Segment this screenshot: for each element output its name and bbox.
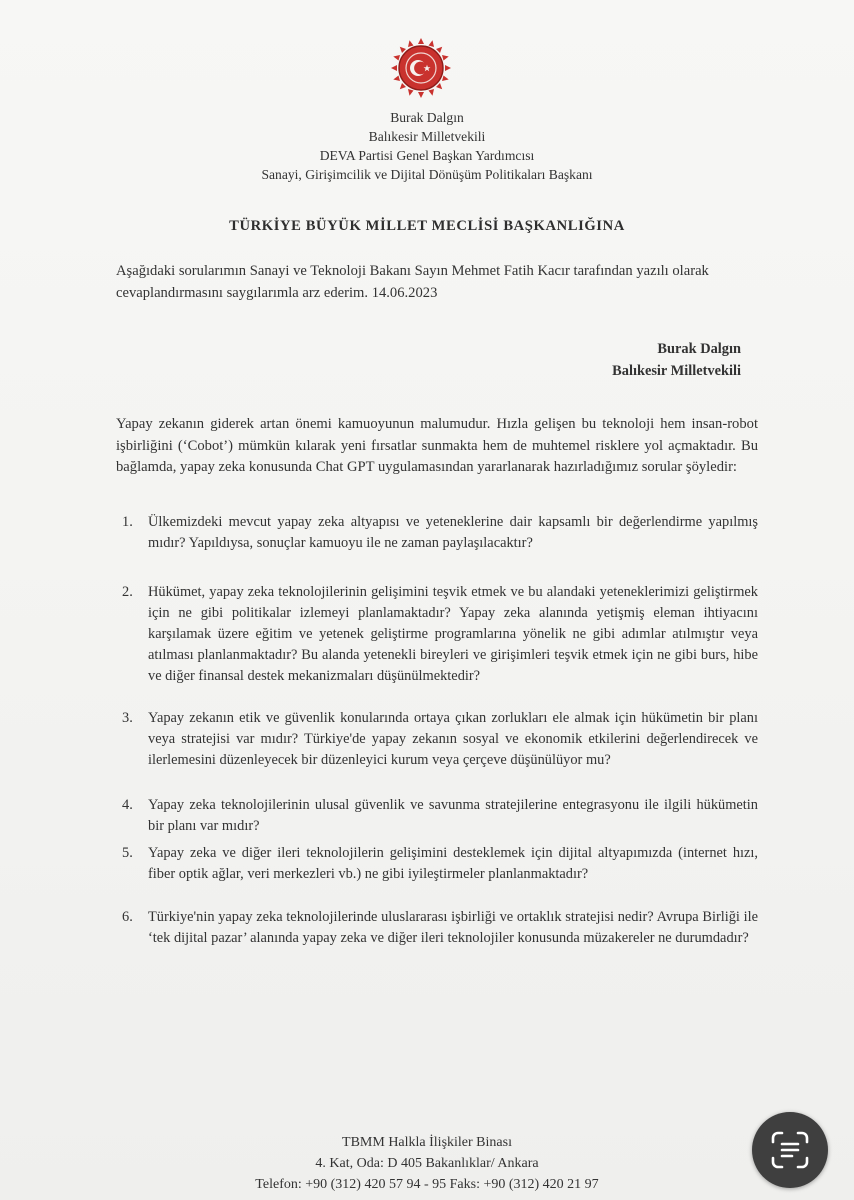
sender-header xyxy=(0,108,854,184)
question-number: 6. xyxy=(122,909,133,925)
sender-party-role: DEVA Partisi Genel Başkan Yardımcısı xyxy=(319,148,535,163)
sender-policy-role: Sanayi, Girişimcilik ve Dijital Dönüşüm Politikaları Başkanı xyxy=(261,167,593,182)
signature-block xyxy=(612,338,741,382)
question-text: Yapay zeka ve diğer ileri teknolojilerin gelişimini desteklemek için dijital altyapımızda (internet hızı, fiber optik ağlar, veri merkezleri vb.) ne gibi iyileştirmeler planlanmaktadır? xyxy=(148,845,758,882)
body-paragraph: Yapay zekanın giderek artan önemi kamuoyunun malumudur. Hızla gelişen bu teknoloji hem insan-robot işbirliğini (‘Cobot’) mümkün kılarak yeni fırsatlar sunmakta hem de muhtemel risklere yol açmaktadır. Bu bağlamda, yapay zeka konusunda Chat GPT uygulamasından yararlanarak hazırladığımız sorular şöyledir: xyxy=(116,416,758,475)
address-footer xyxy=(0,1132,854,1195)
footer-contact: Telefon: +90 (312) 420 57 94 - 95 Faks: +90 (312) 420 21 97 xyxy=(255,1177,599,1192)
question-text: Ülkemizdeki mevcut yapay zeka altyapısı ve yeteneklerine dair kapsamlı bir değerlendirme yapılmış mıdır? Yapıldıysa, sonuçlar kamuoyu ile ne zaman paylaşılacaktır? xyxy=(148,514,758,551)
question-number: 5. xyxy=(122,845,133,861)
scan-text-icon xyxy=(770,1130,810,1170)
live-text-scan-button[interactable] xyxy=(752,1112,828,1188)
sender-role: Balıkesir Milletvekili xyxy=(368,129,486,144)
document-title: TÜRKİYE BÜYÜK MİLLET MECLİSİ BAŞKANLIĞINA xyxy=(229,218,625,234)
sender-name: Burak Dalgın xyxy=(390,110,464,125)
question-number: 1. xyxy=(122,514,133,530)
question-number: 2. xyxy=(122,584,133,600)
question-text: Hükümet, yapay zeka teknolojilerinin gelişimini teşvik etmek ve bu alandaki yeteneklerimizi geliştirmek için ne gibi politikalar izlemeyi planlamaktadır? Yapay zeka alanında yetişmiş eleman ihtiyacını karşılamak üzere eğitim ve yetenek geliştirme programlarına yönelik ne gibi adımlar atılmıştır veya atılması planlanmaktadır? Bu alanda yetenekli bireyleri ve girişimleri teşvik etmek için ne gibi burs, hibe ve diğer finansal destek mekanizmaları düşünülmektedir? xyxy=(148,584,758,684)
question-text: Yapay zekanın etik ve güvenlik konularında ortaya çıkan zorlukları ele almak için hükümetin bir planı veya stratejisi var mıdır? Türkiye'de yapay zekanın sosyal ve ekonomik etkilerini değerlendirecek ve ilerlemesini düzenleyecek bir düzenleyici kurum veya çerçeve düşünülüyor mu? xyxy=(148,710,758,768)
question-text: Yapay zeka teknolojilerinin ulusal güvenlik ve savunma stratejilerine entegrasyonu ile ilgili hükümetin bir planı var mıdır? xyxy=(148,797,758,834)
tbmm-emblem-icon xyxy=(389,36,453,100)
signature-name: Burak Dalgın xyxy=(657,341,741,357)
footer-building: TBMM Halkla İlişkiler Binası xyxy=(342,1135,512,1150)
question-text: Türkiye'nin yapay zeka teknolojilerinde uluslararası işbirliği ve ortaklık stratejisi nedir? Avrupa Birliği ile ‘tek dijital pazar’ alanında yapay zeka ve diğer ileri teknolojiler konusunda müzakereler ne durumdadır? xyxy=(148,909,758,946)
signature-role: Balıkesir Milletvekili xyxy=(612,363,741,379)
question-number: 4. xyxy=(122,797,133,813)
footer-address: 4. Kat, Oda: D 405 Bakanlıklar/ Ankara xyxy=(315,1156,539,1171)
intro-text: Aşağıdaki sorularımın Sanayi ve Teknoloji Bakanı Sayın Mehmet Fatih Kacır tarafından yazılı olarak cevaplandırmasını saygılarımla arz ederim. 14.06.2023 xyxy=(116,263,709,301)
question-number: 3. xyxy=(122,710,133,726)
